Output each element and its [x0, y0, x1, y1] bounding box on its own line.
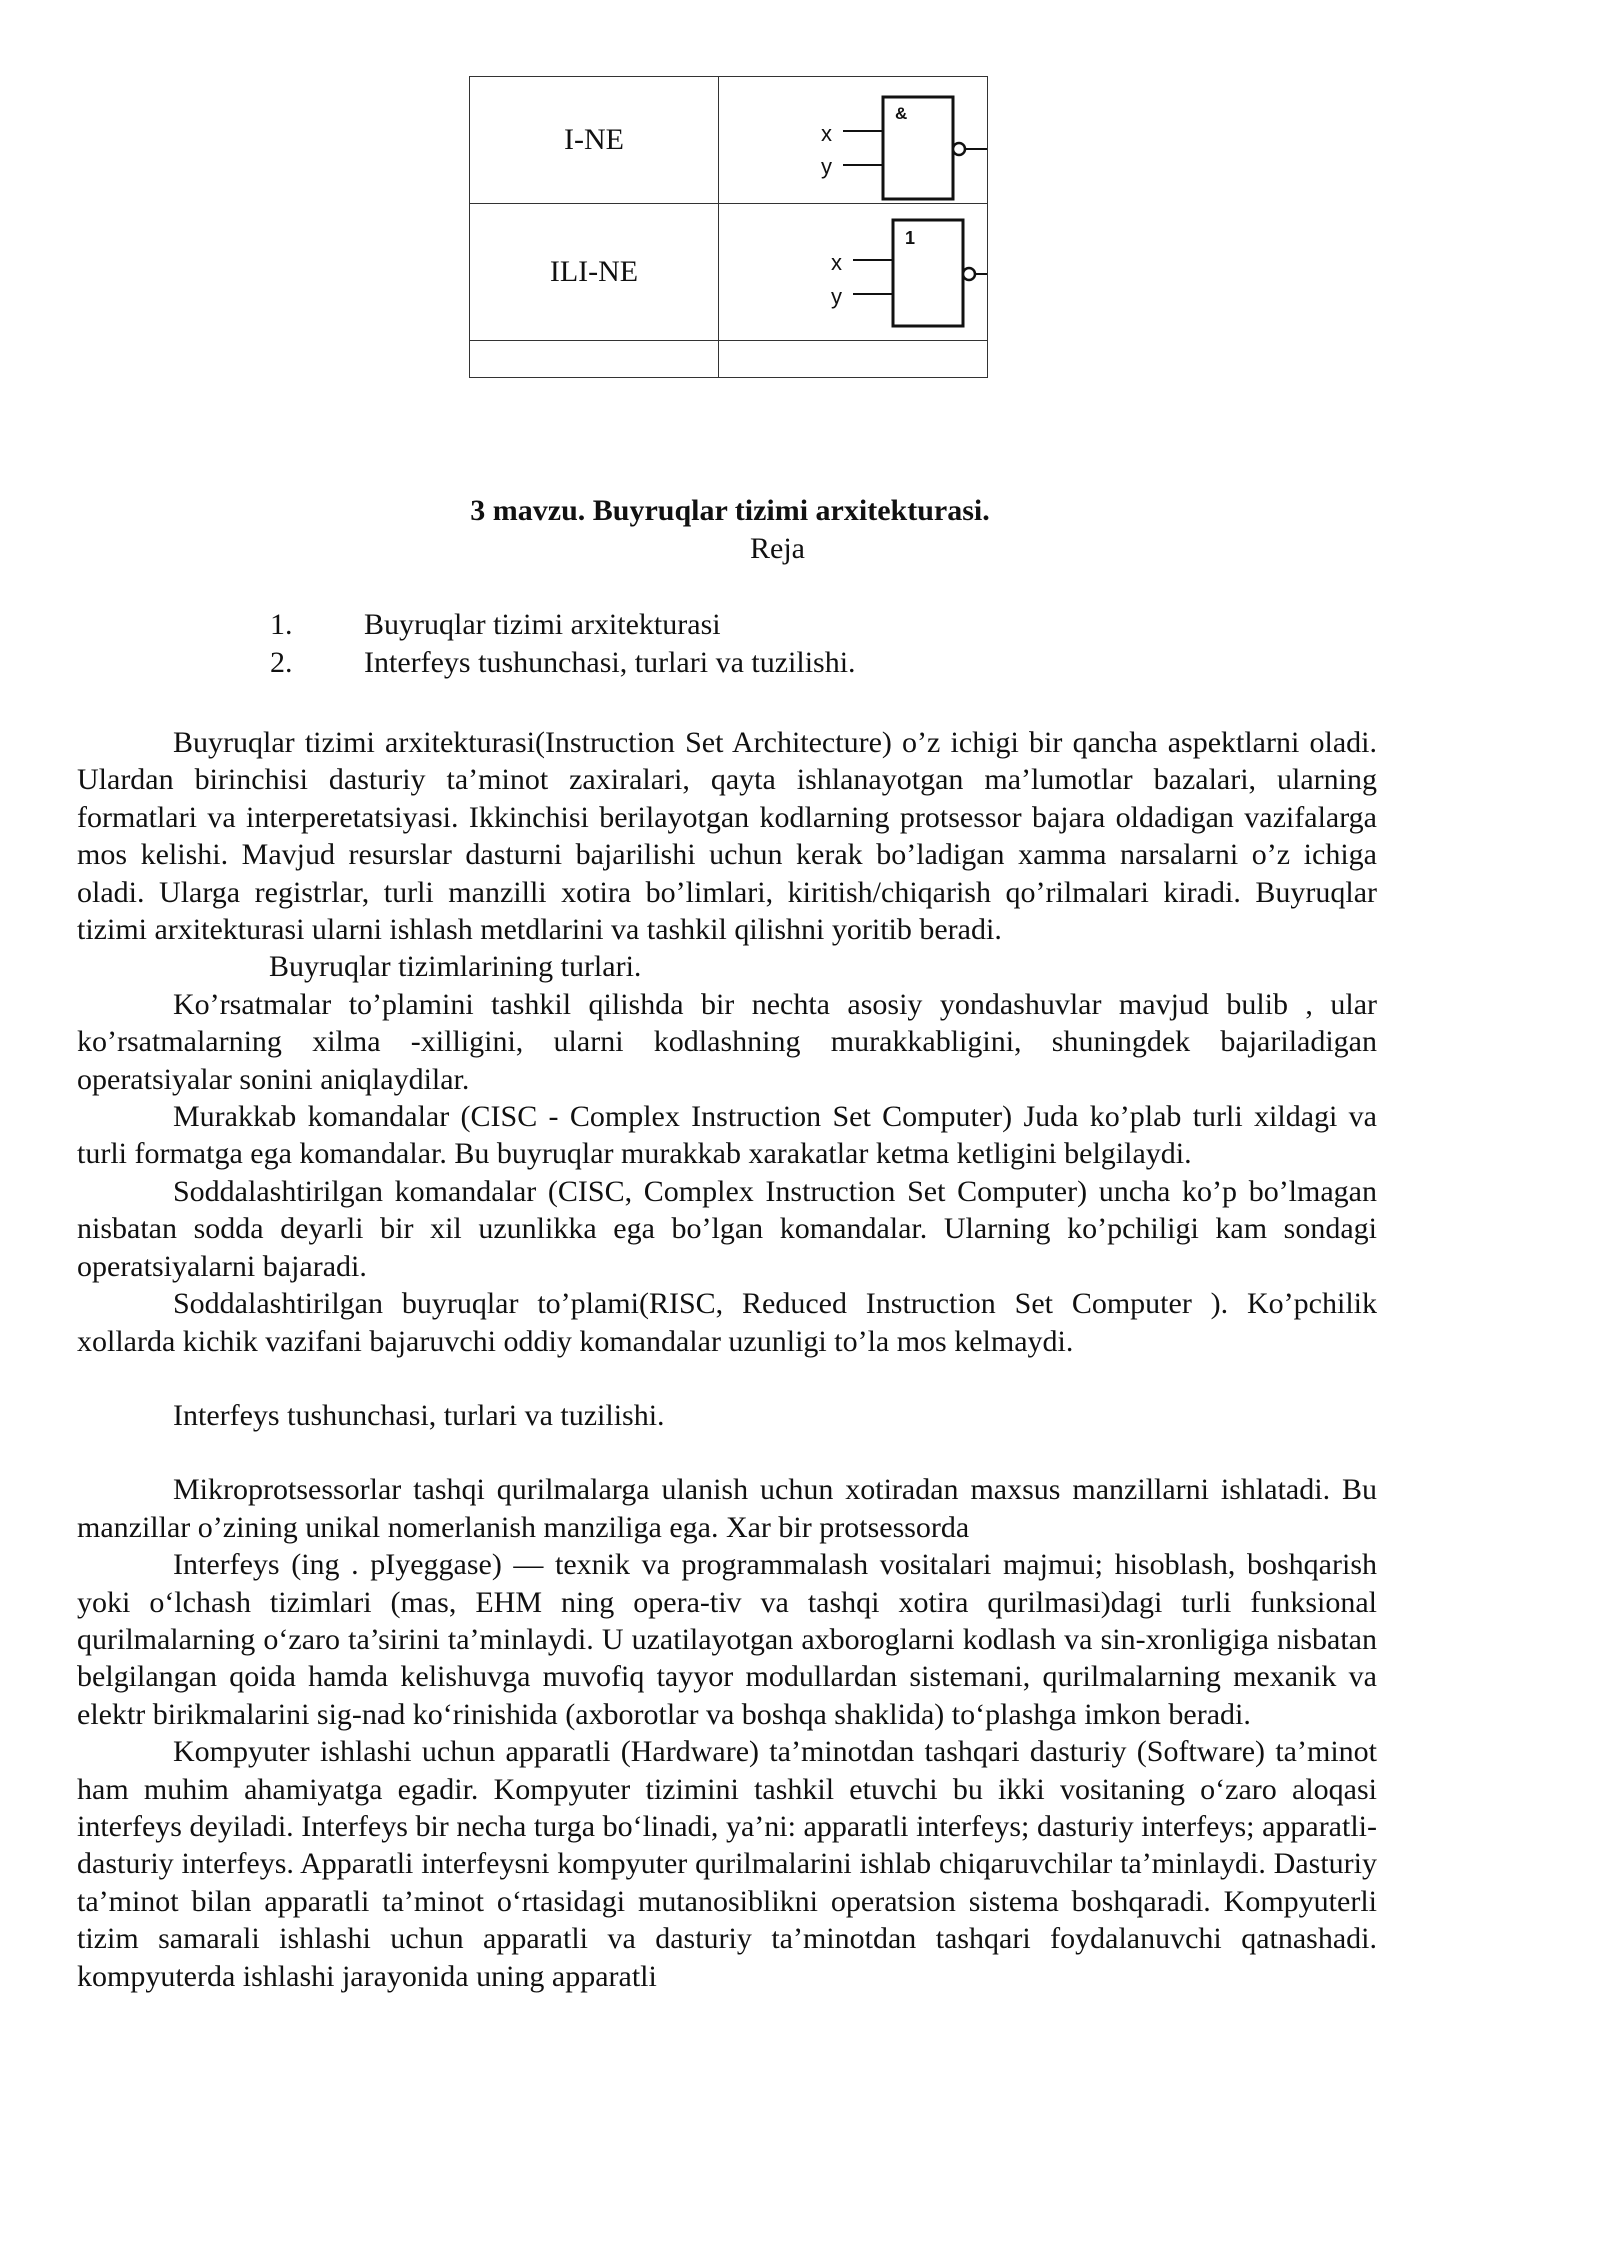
document-body [77, 724, 1377, 1995]
gate-row-nor [470, 204, 988, 341]
paragraph-isa-intro: Buyruqlar tizimi arxitekturasi(Instruction Set Architecture) o’z ichigi bir qancha aspektlarni oladi. Ulardan birinchisi dasturiy ta’minot zaxiralari, qayta ishlanayotgan ma’lumotlar bazalari, ularning formatlari va interperetatsiyasi. Ikkinchisi berilayotgan kodlarning protsessor bajara oldadigan vazifalarga mos kelishi. Mavjud resurslar dasturni bajarilishi uchun kerak bo’ladigan xamma narsalarni o’z ichiga oladi. Ularga registrlar, turli manzilli xotira bo’limlari, kiritish/chiqarish qo’rilmalari kiradi. Buyruqlar tizimi arxitekturasi ularni ishlash metdlarini va tashkil qilishni yoritib beradi. [77, 726, 1377, 947]
page-title: 3 mavzu. Buyruqlar tizimi arxitekturasi. [470, 494, 990, 527]
nor-input-y-label: y [831, 284, 842, 309]
nand-input-y-label: y [821, 154, 832, 179]
gate-name-nand: I-NE [470, 77, 719, 204]
subheading-isa-types: Buyruqlar tizimlarining turlari. [269, 950, 642, 984]
paragraph-simplified: Soddalashtirilgan komandalar (CISC, Complex Instruction Set Computer) uncha ko’p bo’lmagan nisbatan sodda deyarli bir xil uzunlikka ega bo’lgan komandalar. Ularning ko’pchiligi kam sondagi operatsiyalarni bajaradi. [77, 1174, 1377, 1283]
gate-row-empty [470, 341, 988, 378]
plan-heading: Reja [750, 532, 805, 565]
paragraph-risc: Soddalashtirilgan buyruqlar to’plami(RISC, Reduced Instruction Set Computer ). Ko’pchilik xollarda kichik vazifani bajaruvchi oddiy komandalar uzunligi to’la mos kelmaydi. [77, 1287, 1377, 1358]
plan-item [270, 606, 856, 644]
paragraph-interface-definition: Interfeys (ing . pIyeggase) — texnik va programmalash vositalari majmui; hisoblash, boshqarish yoki o‘lchash tizimlari (mas, EHM ning opera-tiv va tashqi xotira qurilmasi)dagi turli funksional qurilmalarning o‘zaro ta’sirini ta’minlaydi. U uzatilayotgan axboroglarni kodlash va sin-xronligiga nisbatan belgilangan qoida hamda kelishuvga muvofiq tayyor modullardan sistemani, qurilmalarning mexanik va elektr birikmalarini sig-nad ko‘rinishida (axborotlar va boshqa shaklida) to‘plashga imkon beradi. [77, 1548, 1377, 1731]
gate-name-nor: ILI-NE [470, 204, 719, 341]
nand-symbol-label: & [895, 104, 908, 123]
paragraph-hardware-software: Kompyuter ishlashi uchun apparatli (Hardware) ta’minotdan tashqari dasturiy (Software) ta’minot ham muhim ahamiyatga egadir. Kompyuter tizimini tashkil etuvchi bu ikki vositaning o‘zaro aloqasi interfeys deyiladi. Interfeys bir necha turga bo‘linadi, ya’ni: apparatli interfeys; dasturiy interfeys; apparatli-dasturiy interfeys. Apparatli interfeysni kompyuter qurilmalarini ishlab chiqaruvchilar ta’minlaydi. Dasturiy ta’minot bilan apparatli ta’minot o‘rtasidagi mutanosiblikni operatsion sistema boshqaradi. Kompyuterli tizim samarali ishlashi uchun apparatli va dasturiy ta’minotdan tashqari foydalanuvchi qatnashadi. kompyuterda ishlashi jarayonida uning apparatli [77, 1735, 1377, 1993]
logic-gate-table [469, 76, 988, 378]
plan-item-text: Interfeys tushunchasi, turlari va tuzilishi. [364, 646, 856, 679]
paragraph-microprocessors: Mikroprotsessorlar tashqi qurilmalarga ulanish uchun xotiradan maxsus manzillarni ishlatadi. Bu manzillar o’zining unikal nomerlanish manziliga ega. Xar bir protsessorda [77, 1473, 1377, 1544]
gate-row-nand [470, 77, 988, 204]
nor-input-x-label: x [831, 250, 842, 275]
plan-item-number: 2. [270, 646, 293, 679]
nand-gate-icon [719, 77, 987, 203]
nor-gate-icon [719, 204, 987, 340]
plan-item-number: 1. [270, 608, 293, 641]
nand-gate-symbol-cell [719, 77, 988, 204]
paragraph-cisc: Murakkab komandalar (CISC - Complex Instruction Set Computer) Juda ko’plab turli xildagi va turli formatga ega komandalar. Bu buyruqlar murakkab xarakatlar ketma ketligini belgilaydi. [77, 1100, 1377, 1171]
nor-gate-symbol-cell [719, 204, 988, 341]
empty-cell [719, 341, 988, 378]
plan-item-text: Buyruqlar tizimi arxitekturasi [364, 608, 721, 641]
plan-list [270, 606, 856, 682]
subheading-interface: Interfeys tushunchasi, turlari va tuzilishi. [173, 1398, 665, 1432]
empty-cell [470, 341, 719, 378]
nand-input-x-label: x [821, 121, 832, 146]
plan-item [270, 644, 856, 682]
paragraph-approaches: Ko’rsatmalar to’plamini tashkil qilishda bir nechta asosiy yondashuvlar mavjud bulib , ular ko’rsatmalarning xilma -xilligini, ularni kodlashning murakkabligini, shuningdek bajariladigan operatsiyalar sonini aniqlaydilar. [77, 987, 1377, 1096]
nor-symbol-label: 1 [905, 228, 916, 248]
